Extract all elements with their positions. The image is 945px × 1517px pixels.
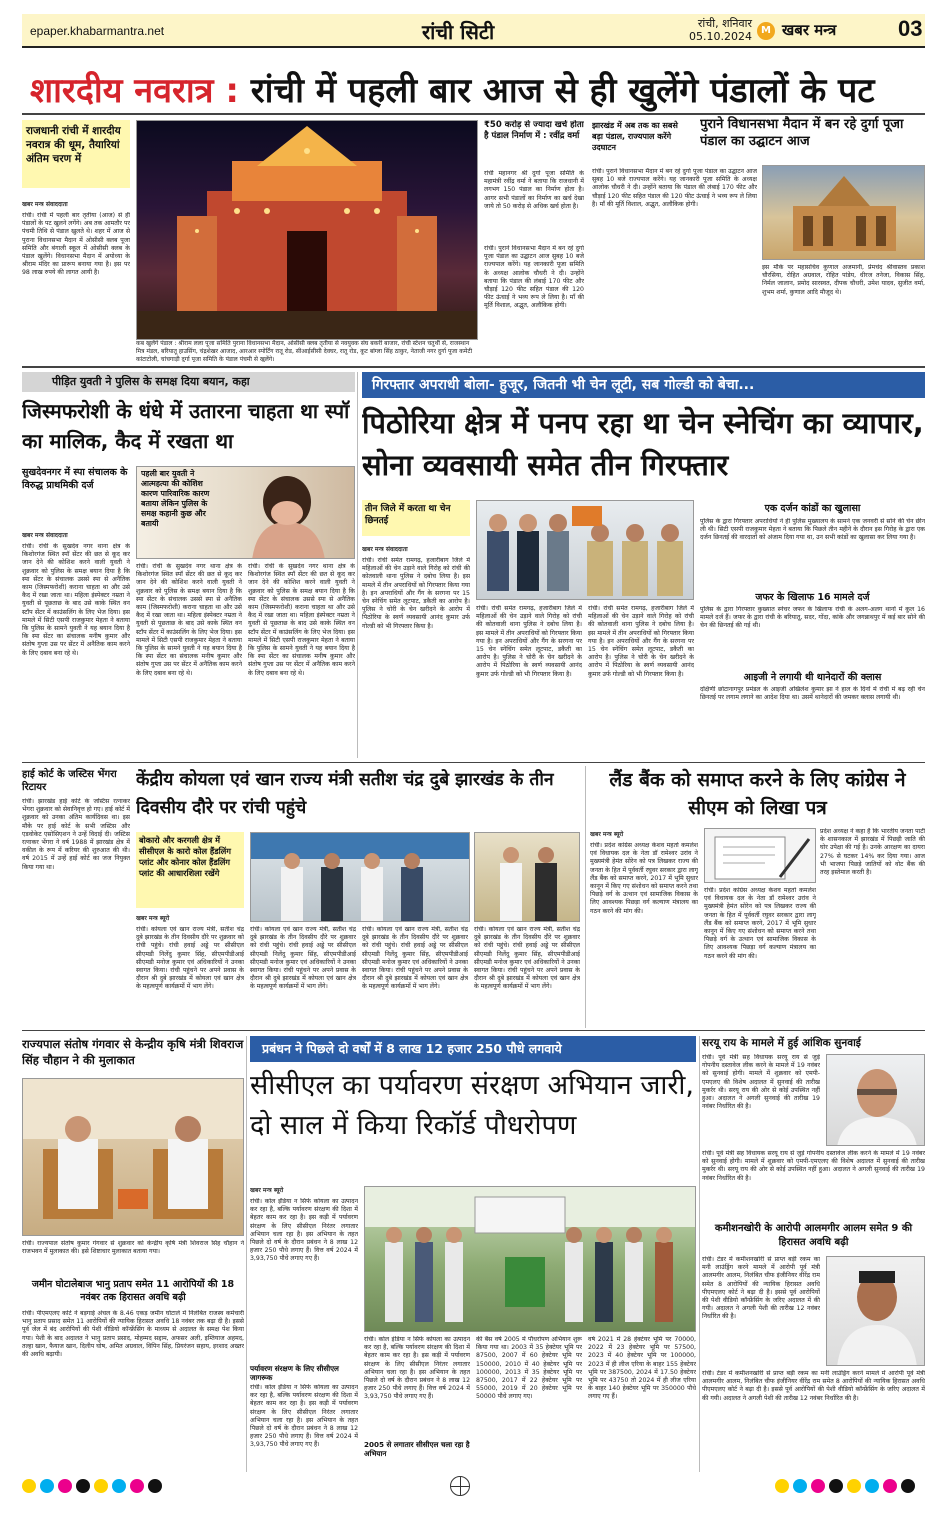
arrested-accused-photo	[476, 500, 694, 600]
registration-dot	[40, 1479, 54, 1493]
story6-headline-wrap	[590, 766, 925, 822]
letter-writing-photo	[704, 828, 816, 883]
lead-right-head: पुराने विधानसभा मैदान में बन रहे दुर्गा पूजा पंडाल का उद्घाटन आज	[700, 117, 904, 149]
story5-headline-wrap	[136, 766, 580, 826]
story3-side-text: पुलिस के द्वारा गिरफ्तार अपराधियों ने ही पुलिस मुख्यालय के सामने एक जनवरी से सोने की चेन छीन ली थी। सिटी एसपी राजकुमार मेहता ने बताया कि पिछले तीन महीने के दौरान इस गिरोह के द्वारा एक दर्जन छिनतई की वारदातों को अंजाम दिया गया था, उन सभी कांडों का खुलासा कर लिया गया है।	[700, 518, 925, 542]
minister-welcome-photo	[250, 832, 470, 922]
registration-dot	[829, 1479, 843, 1493]
divider	[22, 113, 925, 115]
story3-byline: खबर मन्त्र संवाददाता	[362, 546, 408, 553]
plantation-illustration	[365, 1187, 696, 1332]
story6-byline: खबर मन्त्र ब्यूरो	[590, 831, 624, 838]
story2-byline: खबर मन्त्र संवाददाता	[22, 532, 68, 539]
color-registration-left	[22, 1478, 182, 1496]
story3-body-1: रांची। रांची समेत रामगढ़, हजारीबाग जिले में महिलाओं की चेन उड़ाने वाले गिरोह को रांची की कोतवाली थाना पुलिस ने दबोच लिया है। इस मामले में तीन अपराधियों को गिरफ्तार किया गया है। इन अपराधियों और गैंग के सरगना पर 15 चेन स्नेचिंग समेत लूटपाट, डकैती का आरोप है। पुलिस ने चोरी के चेन खरीदने के आरोप में पिठोरिया के स्वर्ण व्यवसायी आनंद कुमार उर्फ गोल्डी को भी गिरफ्तार किया है।	[362, 557, 470, 630]
story9-headline: सीसीएल का पर्यावरण संरक्षण अभियान जारी, दो साल में किया रिकॉर्ड पौधरोपण	[250, 1070, 694, 1141]
story2-body-3: रांची। रांची के सुखदेव नगर थाना क्षेत्र के किशोरगंज स्थित स्पॉ सेंटर की छत से कूद कर जान देने की कोशिश करने वाली युवती ने शुक्रवार को पुलिस के समक्ष बयान दिया है कि स्पा सेंटर के संचालक उससे स्पा से अनैतिक काम (जिस्मफरोशी) कराना चाहता था और उसे कैद में रखा जाता था। महिला इंस्पेक्टर नम्रता ने युवती से पूछताछ के बाद उसे काके स्थित वन स्टॉप सेंटर में काउंसलिंग के लिए भेज दिया। इस मामले में सिटी एसपी राजकुमार मेहता ने बताया कि पुलिस के सामने युवती ने यह बयान दिया है कि स्पा सेंटर का संचालक मनीष कुमार और संतोष गुप्ता उस पर सेंटर में अनैतिक काम करने के लिए दबाव बना रहे थे।	[248, 563, 355, 677]
lead-body-mid: रांची। पुराने विधानसभा मैदान में बन रहे दुर्गा पूजा पंडाल का उद्घाटन आज सुबह 10 बजे राज्यपाल करेंगे। यह जानकारी पूजा समिति के अध्यक्ष आलोक चौधरी ने दी। उन्होंने बताया कि पंडाल की लंबाई 170 फीट और चौड़ाई 120 फीट सहित पंडाल की 120 फीट ऊंचाई ने भव्य रूप ले लिया है। माँ की मूर्ति विशाल, अद्भुत, अलौकिक होगी।	[484, 245, 584, 310]
story4-subhead: हाई कोर्ट के जस्टिस भेंगरा रिटायर	[22, 769, 117, 793]
registration-dot	[58, 1479, 72, 1493]
story5-body-2: रांची। कोयला एवं खान राज्य मंत्री, सतीश चंद्र दुबे झारखंड के तीन दिवसीय दौरे पर शुक्रवार को रांची पहुंचे। रांची हवाई अड्डे पर सीसीएल सीएमडी निलेंदु कुमार सिंह, सीएमपीडीआई सीएमडी मनोज कुमार एवं अधिकारियों ने उनका स्वागत किया। रांची पहुंचने पर अपने प्रवास के दौरान श्री दुबे झारखंड में कोयला एवं खान क्षेत्र के महत्वपूर्ण कार्यक्रमों में भाग लेंगे।	[250, 926, 356, 991]
story3-side-text2: पुलिस के द्वारा गिरफ्तार कुख्यात स्नेचर जफर के खिलाफ रांची के अलग-अलग थानों में कुल 16 मामले दर्ज हैं। जफर के द्वारा रांची के बरियातू, सदर, गोंदा, कांके और जगन्नाथपुर में कई बार सोने की चेन की छिनतई की गई थी।	[700, 606, 925, 630]
story6-headline: लैंड बैंक को समाप्त करने के लिए कांग्रेस ने सीएम को लिखा पत्र	[609, 769, 906, 819]
photo-overlay-text: पहली बार युवती ने आत्महत्या की कोशिश कारण पारिवारिक कारण बताया लेकिन पुलिस के समक्ष कहानी कुछ और बतायी	[141, 469, 210, 528]
registration-dot	[148, 1479, 162, 1493]
color-registration-right	[775, 1478, 935, 1496]
distressed-woman-photo	[136, 466, 355, 559]
story6-body-3: प्रदेश अध्यक्ष ने कहा है कि भारतीय जनता पार्टी के शासनकाल में झारखंड में पिछड़ी जाति की घोर उपेक्षा की गई है। उनके आरक्षण का दायरा 27% से घटकर 14% कर दिया गया। आज भी भाजपा पिछड़े जातियों को वोट बैंक की तरह इस्तेमाल करती है।	[820, 828, 925, 877]
story9-body-2: रांची। कोल इंडिया न सिर्फ कोयला का उत्पादन कर रहा है, बल्कि पर्यावरण संरक्षण की दिशा में बेहतर काम कर रहा है। इस कड़ी में पर्यावरण संरक्षण के लिए सीसीएल निरंतर लगातार अभियान चला रहा है। इस अभियान के तहत पिछले दो वर्ष के दौरान प्रबंधन ने 8 लाख 12 हजार 250 पौधे लगाए हैं। वित्त वर्ष 2024 में 3,93,750 पौधे लगाए गए हैं।	[250, 1384, 358, 1449]
site-url[interactable]: epaper.khabarmantra.net	[30, 24, 165, 38]
story9-subhead: पर्यावरण संरक्षण के लिए सीसीएल जागरूक	[250, 1364, 339, 1382]
lead-photo-caption: कब खुलेंगे पंडाल : श्रीराम लला पूजा समिति पुराना विधानसभा मैदान, ओसीसी क्लब तृतीया से नवयुवक संघ बकरी बाजार, रांची स्टेशन चतुर्थी से, राजस्थान मित्र मंडल, बरियातू हाउसिंग, चंद्रशेखर आजाद, आरआर स्पोर्टिंग रातू रोड, सीआईसीसी देवघर, रातू रोड, कूट बांग्ला सिंह ठाकुर, नेताजी नगर दुर्गा पूजा कमेटी कांटाटोली, चांचगाड़ी दुर्गा पूजा समिति के पंडाल पंचमी से खुलेंगे।	[136, 340, 473, 362]
page-number: 03	[898, 16, 923, 41]
story5-subhead: बोकारो और करगली क्षेत्र में सीसीएल के कारो कोल हैंडलिंग प्लांट और कोनार कोल हैंडलिंग प्लांट की आधारशिला रखेंगे	[139, 835, 231, 878]
story9-byline: खबर मन्त्र ब्यूरो	[250, 1187, 284, 1194]
column-divider	[246, 1036, 247, 1472]
story4-body: रांची। झारखंड हाई कोर्ट के जस्टिस रत्नाकर भेंगरा शुक्रवार को सेवानिवृत्त हो गए। हाई कोर्ट में शुक्रवार को उनका अंतिम कार्यदिवस था। इस मौके पर हाई कोर्ट के सभी जस्टिस और एडवोकेट एसोसिएशन ने उन्हें विदाई दी। जस्टिस रत्नाकर भेंगरा ने वर्ष 1988 में झारखंड क्षेत्र में वकील के रूप में करियर की शुरुआत की थी। वर्ष 2015 में उन्हें हाई कोर्ट का जज नियुक्त किया गया था।	[22, 798, 130, 871]
lead-headline-label: शारदीय नवरात्र :	[30, 71, 239, 111]
story9-kicker: प्रबंधन ने पिछले दो वर्षों में 8 लाख 12 हजार 250 पौधे लगवाये	[250, 1036, 696, 1062]
story3-body-2: रांची। रांची समेत रामगढ़, हजारीबाग जिले में महिलाओं की चेन उड़ाने वाले गिरोह को रांची की कोतवाली थाना पुलिस ने दबोच लिया है। इस मामले में तीन अपराधियों को गिरफ्तार किया गया है। इन अपराधियों और गैंग के सरगना पर 15 चेन स्नेचिंग समेत लूटपाट, डकैती का आरोप है। पुलिस ने चोरी के चेन खरीदने के आरोप में पिठोरिया के स्वर्ण व्यवसायी आनंद कुमार उर्फ गोल्डी को भी गिरफ्तार किया है।	[476, 605, 582, 678]
lead-body-far-right: इस मौके पर महासचिव कुणाल अजमानी, प्रेमचंद श्रीवास्तव प्रकाश चौरसिया, रोहित अग्रवाल, रोहित पांडेय, धीरज तनेजा, विकास सिंह, निर्मल जालान, प्रमोद सारस्वत, दीपक चौधरी, उमेश यादव, सुजीत वर्मा, शुभम शर्मा, कुणाल आदि मौजूद थे।	[762, 264, 925, 296]
story10-subhead: सरयू राय के मामले में हुई आंशिक सुनवाई	[702, 1037, 861, 1049]
story5-byline: खबर मन्त्र ब्यूरो	[136, 915, 170, 922]
story5-body-1: रांची। कोयला एवं खान राज्य मंत्री, सतीश चंद्र दुबे झारखंड के तीन दिवसीय दौरे पर शुक्रवार को रांची पहुंचे। रांची हवाई अड्डे पर सीसीएल सीएमडी निलेंदु कुमार सिंह, सीएमपीडीआई सीएमडी मनोज कुमार एवं अधिकारियों ने उनका स्वागत किया। रांची पहुंचने पर अपने प्रवास के दौरान श्री दुबे झारखंड में कोयला एवं खान क्षेत्र के महत्वपूर्ण कार्यक्रमों में भाग लेंगे।	[136, 926, 244, 991]
story3-side-title3: आइजी ने लगायी थी थानेदारों की क्लास	[743, 672, 882, 683]
registration-dot	[811, 1479, 825, 1493]
divider	[22, 762, 925, 763]
brand-name: खबर मन्त्र	[782, 21, 837, 39]
registration-dot	[22, 1479, 36, 1493]
registration-dot	[130, 1479, 144, 1493]
masthead	[22, 14, 925, 48]
divider	[22, 1030, 925, 1031]
lead-subhead: राजधानी रांची में शारदीय नवरात्र की धूम, तैयारियां अंतिम चरण में	[26, 125, 121, 165]
cost-box-title-wrap	[484, 120, 584, 170]
registration-dot	[76, 1479, 90, 1493]
story3-headline-wrap	[362, 402, 925, 494]
story9-body-4: की बैस वर्ष 2005 में पौधरोपण अभियान शुरू किया गया था। 2003 में 35 हेक्टेयर भूमि पर 87500, 2007 में 60 हेक्टेयर भूमि पर 150000, 2010 में 40 हेक्टेयर भूमि पर 100000, 2013 में 35 हेक्टेयर भूमि पर 87500, 2017 में 22 हेक्टेयर भूमि पर 55000, 2019 में 20 हेक्टेयर भूमि पर 50000 पौधे लगाए गए।	[476, 1336, 582, 1401]
pandal-night-photo	[136, 120, 478, 340]
temple-illustration	[763, 166, 925, 260]
story10-body: रांची। पूर्व मंत्री सह विधायक सरयू राय से जुड़े गोपनीय दस्तावेज लीक करने के मामले में 19 नवंबर को सुनवाई होगी। मामले में शुक्रवार को एमपी-एमएलए की विशेष अदालत में सुनवाई की तारीख मुकर्रर थी। सरयू राय की ओर से कोई उपस्थित नहीं हुआ। अदालत ने अगली सुनवाई की तारीख 19 नवंबर निर्धारित की है।	[702, 1054, 820, 1111]
date-day: रांची, शनिवार	[697, 17, 752, 30]
story9-body-3: रांची। कोल इंडिया न सिर्फ कोयला का उत्पादन कर रहा है, बल्कि पर्यावरण संरक्षण की दिशा में बेहतर काम कर रहा है। इस कड़ी में पर्यावरण संरक्षण के लिए सीसीएल निरंतर लगातार अभियान चला रहा है। इस अभियान के तहत पिछले दो वर्ष के दौरान प्रबंधन ने 8 लाख 12 हजार 250 पौधे लगाए हैं। वित्त वर्ष 2024 में 3,93,750 पौधे लगाए गए हैं।	[364, 1336, 470, 1401]
story3-side-title: एक दर्जन कांडों का खुलासा	[764, 503, 861, 514]
police-group-illustration	[477, 501, 694, 600]
story5-subbox	[136, 832, 244, 908]
lead-byline: खबर मन्त्र संवाददाता	[22, 201, 68, 208]
story10-body-2: रांची। पूर्व मंत्री सह विधायक सरयू राय से जुड़े गोपनीय दस्तावेज लीक करने के मामले में 19 नवंबर को सुनवाई होगी। मामले में शुक्रवार को एमपी-एमएलए की विशेष अदालत में सुनवाई की तारीख मुकर्रर थी। सरयू राय की ओर से कोई उपस्थित नहीं हुआ। अदालत ने अगली सुनवाई की तारीख 19 नवंबर निर्धारित की है।	[702, 1150, 925, 1182]
lead-right-head-wrap	[700, 116, 925, 160]
date-value: 05.10.2024	[689, 30, 752, 43]
story9-body-5: वर्ष 2021 में 28 हेक्टेयर भूमि पर 70000, 2022 में 23 हेक्टेयर भूमि पर 57500, 2023 में 40 हेक्टेयर भूमि पर 100000, 2023 में ही लीज एरिया के बाहर 155 हेक्टेयर भूमि पर 387500, 2024 में 17.50 हेक्टेयर भूमि पर 43750 तो 2024 में ही लीज एरिया के बाहर 140 हेक्टेयर भूमि पर 350000 पौधे लगाए गए हैं।	[588, 1336, 696, 1401]
section-title: रांची सिटी	[422, 20, 495, 44]
registration-dot	[94, 1479, 108, 1493]
governor-meeting-photo	[22, 1078, 244, 1236]
saryu-roy-photo	[826, 1054, 925, 1146]
greeting-illustration	[475, 833, 580, 922]
story5-body-3: रांची। कोयला एवं खान राज्य मंत्री, सतीश चंद्र दुबे झारखंड के तीन दिवसीय दौरे पर शुक्रवार को रांची पहुंचे। रांची हवाई अड्डे पर सीसीएल सीएमडी निलेंदु कुमार सिंह, सीएमपीडीआई सीएमडी मनोज कुमार एवं अधिकारियों ने उनका स्वागत किया। रांची पहुंचने पर अपने प्रवास के दौरान श्री दुबे झारखंड में कोयला एवं खान क्षेत्र के महत्वपूर्ण कार्यक्रमों में भाग लेंगे।	[362, 926, 468, 991]
story8-body: रांची। पीएमएलए कोर्ट ने बड़गाई अंचल के 8.46 एकड़ जमीन घोटाले में निलंबित राजस्व कर्मचारी भानु प्रताप प्रसाद समेत 11 आरोपियों की न्यायिक हिरासत अवधि 18 नवंबर तक बढ़ा दी है। इससे पूर्व जेल में बंद आरोपियों की पेशी वीडियो कॉन्फ्रेंसिंग के माध्यम से अदालत के समक्ष पेश किया गया। पेशी के बाद अदालत ने भानु प्रताप प्रसाद, मोहम्मद सद्दाम, अफसर अली, इम्तियाज अहमद, तल्हा खान, फैयाज खान, दिलीप घोष, अमित अग्रवाल, विपिन सिंह, प्रियरंजन सहाय, इरशाद अख्तर की अवधि बढ़ायी।	[22, 1310, 244, 1359]
biggest-pandal-box	[592, 120, 690, 165]
lead-body-right: रांची। पुराने विधानसभा मैदान में बन रहे दुर्गा पूजा पंडाल का उद्घाटन आज सुबह 10 बजे राज्यपाल करेंगे। यह जानकारी पूजा समिति के अध्यक्ष आलोक चौधरी ने दी। उन्होंने बताया कि पंडाल की लंबाई 170 फीट और चौड़ाई 120 फीट सहित पंडाल की 120 फीट ऊंचाई ने भव्य रूप ले लिया है। माँ की मूर्ति विशाल, अद्भुत, अलौकिक होगी।	[592, 168, 757, 208]
story6-body-1: रांची। प्रदेश कांग्रेस अध्यक्ष केशव महतो कमलेश एवं विधायक दल के नेता डॉ रामेश्वर उरांव ने मुख्यमंत्री हेमंत सोरेन को पत्र लिखकर राज्य की जनता के हित में पूर्ववर्ती रघुवर सरकार द्वारा लागू लैंड बैंक को समाप्त करने, 2017 में भूमि सुधार कानून में किए गए संशोधन को समाप्त करने तथा पिछड़े वर्ग के उत्थान एवं सामाजिक विकास के लिए आवश्यक पिछड़ा वर्ग कल्याण मंत्रालय का गठन करने की मांग की।	[590, 842, 698, 915]
story11-body-2: रांची। टेंडर में कमीशनखोरी से प्राप्त बड़ी रकम का मनी लाउंड्रिंग करने मामले में आरोपी पूर्व मंत्री आलमगीर आलम, निलंबित चीफ इंजीनियर वीरेंद्र राम समेत 8 आरोपियों की न्यायिक हिरासत अवधि पीएमएलए कोर्ट ने बढ़ा दी है। इससे पूर्व आरोपियों की पेशी वीडियो कॉन्फ्रेंसिंग के जरिए अदालत में की गयी। अदालत ने अगली पेशी की तारीख 12 नवंबर निर्धारित की है।	[702, 1370, 925, 1402]
story3-headline: पिठोरिया क्षेत्र में पनप रहा था चेन स्नेचिंग का व्यापार, सोना व्यवसायी समेत तीन गिरफ्तार	[362, 406, 924, 482]
story11-body: रांची। टेंडर में कमीशनखोरी से प्राप्त बड़ी रकम का मनी लाउंड्रिंग करने मामले में आरोपी पूर्व मंत्री आलमगीर आलम, निलंबित चीफ इंजीनियर वीरेंद्र राम समेत 8 आरोपियों की न्यायिक हिरासत अवधि पीएमएलए कोर्ट ने बढ़ा दी है। इससे पूर्व आरोपियों की पेशी वीडियो कॉन्फ्रेंसिंग के जरिए अदालत में की गयी। अदालत ने अगली पेशी की तारीख 12 नवंबर निर्धारित की है।	[702, 1256, 820, 1321]
story9-body-1: रांची। कोल इंडिया न सिर्फ कोयला का उत्पादन कर रहा है, बल्कि पर्यावरण संरक्षण की दिशा में बेहतर काम कर रहा है। इस कड़ी में पर्यावरण संरक्षण के लिए सीसीएल निरंतर लगातार अभियान चला रहा है। इस अभियान के तहत पिछले दो वर्ष के दौरान प्रबंधन ने 8 लाख 12 हजार 250 पौधे लगाए हैं। वित्त वर्ष 2024 में 3,93,750 पौधे लगाए गए हैं।	[250, 1198, 358, 1263]
story2-body-2: रांची। रांची के सुखदेव नगर थाना क्षेत्र के किशोरगंज स्थित स्पॉ सेंटर की छत से कूद कर जान देने की कोशिश करने वाली युवती ने शुक्रवार को पुलिस के समक्ष बयान दिया है कि स्पा सेंटर के संचालक उससे स्पा से अनैतिक काम (जिस्मफरोशी) कराना चाहता था और उसे कैद में रखा जाता था। महिला इंस्पेक्टर नम्रता ने युवती से पूछताछ के बाद उसे काके स्थित वन स्टॉप सेंटर में काउंसलिंग के लिए भेज दिया। इस मामले में सिटी एसपी राजकुमार मेहता ने बताया कि पुलिस के सामने युवती ने यह बयान दिया है कि स्पा सेंटर का संचालक मनीष कुमार और संतोष गुप्ता उस पर सेंटर में अनैतिक काम करने के लिए दबाव बना रहे थे।	[136, 563, 242, 677]
minister-group-illustration	[251, 833, 470, 922]
story6-body-2: रांची। प्रदेश कांग्रेस अध्यक्ष केशव महतो कमलेश एवं विधायक दल के नेता डॉ रामेश्वर उरांव ने मुख्यमंत्री हेमंत सोरेन को पत्र लिखकर राज्य की जनता के हित में पूर्ववर्ती रघुवर सरकार द्वारा लागू लैंड बैंक को समाप्त करने, 2017 में भूमि सुधार कानून में किए गए संशोधन को समाप्त करने तथा पिछड़े वर्ग के उत्थान एवं सामाजिक विकास के लिए आवश्यक पिछड़ा वर्ग कल्याण मंत्रालय का गठन करने की मांग की।	[704, 887, 816, 960]
portrait-illustration	[827, 1055, 925, 1146]
story2-subhead: सुखदेवनगर में स्पा संचालक के विरुद्ध प्राथमिकी दर्ज	[22, 467, 128, 491]
story3-side-text3: दक्षिणी छोटानागपुर प्रमंडल के आइजी अखिलेश कुमार झा ने हाल के दिनों में रांची में बढ़ रही चेन छिनतई पर लगाम लगाने का आदेश दिया था। उसमें थानेदारों की जमकर क्लास लगायी थी।	[700, 686, 925, 702]
minister-greeting-photo	[474, 832, 580, 922]
story8-subhead: जमीन घोटालेबाज भानु प्रताप समेत 11 आरोपियों की 18 नवंबर तक हिरासत अवधि बढ़ी	[31, 1279, 235, 1303]
governor-meeting-illustration	[23, 1079, 244, 1236]
story3-box	[362, 500, 470, 536]
registration-mark-icon	[450, 1476, 470, 1496]
registration-dot	[847, 1479, 861, 1493]
story5-body-4: रांची। कोयला एवं खान राज्य मंत्री, सतीश चंद्र दुबे झारखंड के तीन दिवसीय दौरे पर शुक्रवार को रांची पहुंचे। रांची हवाई अड्डे पर सीसीएल सीएमडी निलेंदु कुमार सिंह, सीएमपीडीआई सीएमडी मनोज कुमार एवं अधिकारियों ने उनका स्वागत किया। रांची पहुंचने पर अपने प्रवास के दौरान श्री दुबे झारखंड में कोयला एवं खान क्षेत्र के महत्वपूर्ण कार्यक्रमों में भाग लेंगे।	[474, 926, 580, 991]
date-block	[642, 17, 752, 43]
cost-box-text: रांची महानगर श्री दुर्गा पूजा समिति के महामंत्री रवींद्र वर्मा ने बताया कि राजधानी में लगभग 150 पंडाल का निर्माण होता है। आगर सभी पंडालों का निर्माण का खर्च देखा जाये तो 50 करोड़ से अधिक खर्च होता है।	[484, 170, 584, 210]
portrait-illustration	[827, 1257, 925, 1366]
story2-headline-wrap	[22, 396, 355, 462]
ram-mandir-pandal-photo	[762, 165, 925, 260]
story5-headline: केंद्रीय कोयला एवं खान राज्य मंत्री सतीश चंद्र दुबे झारखंड के तीन दिवसीय दौरे पर रांची पहुंचे	[136, 770, 554, 818]
story7-headline-wrap	[22, 1036, 244, 1074]
registration-dot	[793, 1479, 807, 1493]
lead-body-left: रांची। रांची में पहली बार तृतीया (आज) से ही पंडालों के पट खुलने लगेंगे। अब तक आमतौर पर पंचमी तिथि से पंडाल खुलते थे। शहर में आज से पुराना विधानसभा मैदान में ओसीसी क्लब पूजा समिति और बंगाली स्कूल में ओसीसी क्लब के पंडाल खुलेंगे। विधानसभा मैदान में अयोध्या के श्रीराम मंदिर का प्रारूप बनाया गया है। इस पर 98 लाख रुपये की लागत आयी है।	[22, 212, 130, 277]
story3-kicker: गिरफ्तार अपराधी बोला- हुजूर, जितनी भी चेन लूटी, सब गोल्डी को बेचा...	[362, 372, 925, 398]
divider	[22, 366, 925, 368]
brand-logo-icon: M	[757, 22, 775, 40]
registration-dot	[883, 1479, 897, 1493]
story9-headline-wrap	[250, 1066, 696, 1166]
pandal-illustration	[137, 121, 478, 340]
column-divider	[585, 766, 586, 1028]
story3-body-3: रांची। रांची समेत रामगढ़, हजारीबाग जिले में महिलाओं की चेन उड़ाने वाले गिरोह को रांची की कोतवाली थाना पुलिस ने दबोच लिया है। इस मामले में तीन अपराधियों को गिरफ्तार किया गया है। इन अपराधियों और गैंग के सरगना पर 15 चेन स्नेचिंग समेत लूटपाट, डकैती का आरोप है। पुलिस ने चोरी के चेन खरीदने के आरोप में पिठोरिया के स्वर्ण व्यवसायी आनंद कुमार उर्फ गोल्डी को भी गिरफ्तार किया है।	[588, 605, 694, 678]
lead-headline	[30, 70, 930, 112]
registration-dot	[901, 1479, 915, 1493]
story7-headline: राज्यपाल संतोष गंगवार से केन्द्रीय कृषि मंत्री शिवराज सिंह चौहान ने की मुलाकात	[22, 1037, 244, 1067]
cost-box-title: ₹50 करोड़ से ज्यादा खर्च होता है पंडाल निर्माण में : रवींद्र वर्मा	[484, 120, 584, 141]
story11-subhead: कमीशनखोरी के आरोपी आलमगीर आलम समेत 9 की हिरासत अवधि बढ़ी	[714, 1223, 913, 1248]
registration-dot	[775, 1479, 789, 1493]
column-divider	[699, 1036, 700, 1472]
story2-kicker: पीड़ित युवती ने पुलिस के समक्ष दिया बयान, कहा	[22, 372, 355, 392]
story3-side-title2: जफर के खिलाफ 16 मामले दर्ज	[755, 592, 870, 603]
plantation-drive-photo	[364, 1186, 696, 1332]
column-divider	[357, 372, 358, 758]
story3-box-title: तीन जिले में करता था चेन छिनतई	[365, 504, 451, 526]
registration-dot	[865, 1479, 879, 1493]
alamgir-alam-photo	[826, 1256, 925, 1366]
registration-dot	[112, 1479, 126, 1493]
biggest-pandal-title: झारखंड में अब तक का सबसे बड़ा पंडाल, राज्यपाल करेंगे उदघाटन	[592, 121, 678, 152]
lead-headline-text: रांची में पहली बार आज से ही खुलेंगे पंडालों के पट	[238, 71, 875, 111]
story9-subhead2: 2005 से लगातार सीसीएल चला रहा है अभियान	[364, 1440, 470, 1458]
story2-headline: जिस्मफरोशी के धंधे में उतारना चाहता था स्पॉ का मालिक, कैद में रखता था	[22, 399, 350, 453]
story2-body-1: रांची। रांची के सुखदेव नगर थाना क्षेत्र के किशोरगंज स्थित स्पॉ सेंटर की छत से कूद कर जान देने की कोशिश करने वाली युवती ने शुक्रवार को पुलिस के समक्ष बयान दिया है कि स्पा सेंटर के संचालक उससे स्पा से अनैतिक काम (जिस्मफरोशी) कराना चाहता था और उसे कैद में रखा जाता था। महिला इंस्पेक्टर नम्रता ने युवती से पूछताछ के बाद उसे काके स्थित वन स्टॉप सेंटर में काउंसलिंग के लिए भेज दिया। इस मामले में सिटी एसपी राजकुमार मेहता ने बताया कि पुलिस के सामने युवती ने यह बयान दिया है कि स्पा सेंटर का संचालक मनीष कुमार और संतोष गुप्ता उस पर सेंटर में अनैतिक काम करने के लिए दबाव बना रहे थे।	[22, 543, 130, 657]
pen-paper-icon	[705, 829, 816, 883]
story7-body: रांची। राज्यपाल संतोष कुमार गंगवार से शुक्रवार को केन्द्रीय कृषि मंत्री शिवराज सिंह चौहान ने राजभवन में मुलाकात की। इसे शिष्टाचार मुलाकात बताया गया।	[22, 1240, 244, 1256]
lead-subhead-box	[22, 120, 130, 188]
